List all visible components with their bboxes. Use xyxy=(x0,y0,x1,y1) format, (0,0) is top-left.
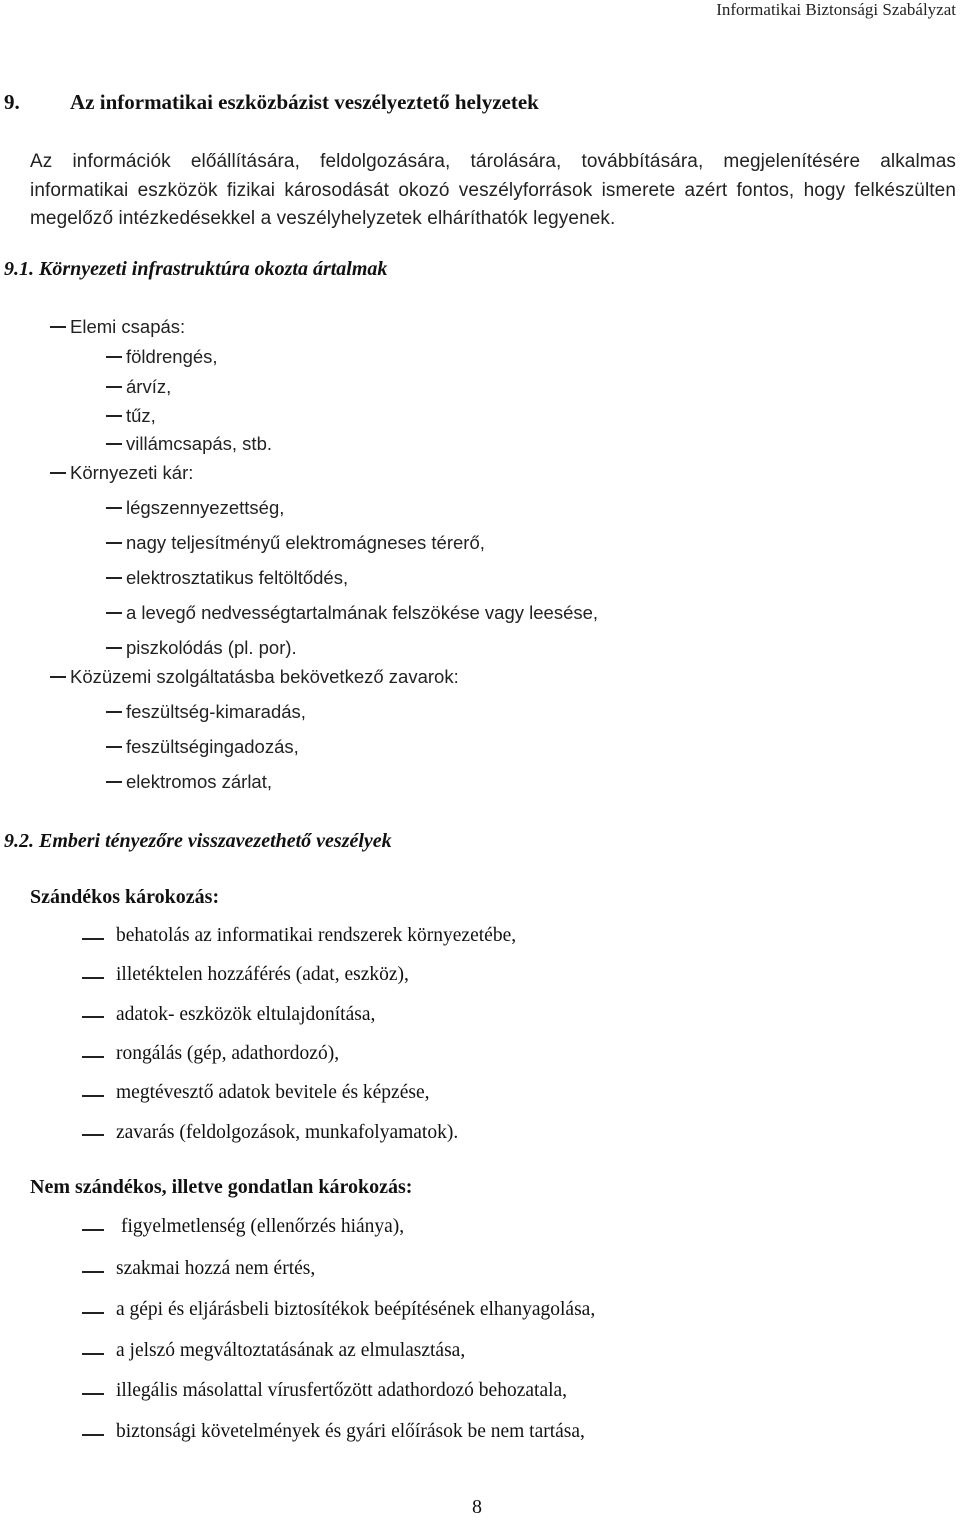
dash-bullet xyxy=(82,1271,104,1273)
list-item: illetéktelen hozzáférés (adat, eszköz), xyxy=(116,964,409,985)
list-item: szakmai hozzá nem értés, xyxy=(116,1258,316,1279)
list-item: piszkolódás (pl. por). xyxy=(106,637,297,659)
list-group-label: Környezeti kár: xyxy=(50,462,193,484)
list-item: illegális másolattal vírusfertőzött adathordozó behozatala, xyxy=(116,1380,568,1401)
list-item: feszültségingadozás, xyxy=(106,736,299,758)
dash-bullet xyxy=(106,386,122,388)
section-number: 9. xyxy=(4,90,20,114)
dash-bullet xyxy=(82,1016,104,1018)
list-item: elektrosztatikus feltöltődés, xyxy=(106,567,348,589)
list-item: feszültség-kimaradás, xyxy=(106,701,306,723)
list-item: elektromos zárlat, xyxy=(106,771,272,793)
list-item: villámcsapás, stb. xyxy=(106,433,272,455)
dash-bullet xyxy=(82,1312,104,1314)
dash-bullet xyxy=(106,746,122,748)
dash-bullet xyxy=(106,443,122,445)
list-item: a jelszó megváltoztatásának az elmulasztása, xyxy=(116,1340,466,1361)
section-title: Az informatikai eszközbázist veszélyeztető helyzetek xyxy=(70,90,539,114)
intentional-heading: Szándékos károkozás: xyxy=(30,886,220,908)
list-group-label: Közüzemi szolgáltatásba bekövetkező zavarok: xyxy=(50,666,459,688)
dash-bullet xyxy=(82,1134,104,1136)
subsection-heading-9-2: 9.2. Emberi tényezőre visszavezethető veszélyek xyxy=(4,830,392,852)
list-item: biztonsági követelmények és gyári előírások be nem tartása, xyxy=(116,1421,585,1442)
page-number: 8 xyxy=(472,1496,482,1518)
dash-bullet xyxy=(106,577,122,579)
unintentional-heading: Nem szándékos, illetve gondatlan károkozás: xyxy=(30,1176,413,1198)
list-item: földrengés, xyxy=(106,346,218,368)
list-item: megtévesztő adatok bevitele és képzése, xyxy=(116,1082,430,1103)
list-item: nagy teljesítményű elektromágneses térerő, xyxy=(106,532,485,554)
list-item: a levegő nedvességtartalmának felszökése vagy leesése, xyxy=(106,602,598,624)
list-item: figyelmetlenség (ellenőrzés hiánya), xyxy=(121,1216,405,1237)
dash-bullet xyxy=(106,781,122,783)
dash-bullet xyxy=(50,326,66,328)
dash-bullet xyxy=(106,612,122,614)
dash-bullet xyxy=(82,1095,104,1097)
list-item: zavarás (feldolgozások, munkafolyamatok). xyxy=(116,1122,459,1143)
dash-bullet xyxy=(106,711,122,713)
intro-paragraph: Az információk előállítására, feldolgozására, tárolására, továbbítására, megjelenítésére alkalmas informatikai eszközök fizikai károsodását okozó veszélyforrások ismerete azért fontos, hogy felkészülten megelőző intézkedésekkel a veszélyhelyzetek elháríthatók legyenek. xyxy=(30,151,956,229)
list-item: a gépi és eljárásbeli biztosítékok beépítésének elhanyagolása, xyxy=(116,1299,596,1320)
dash-bullet xyxy=(82,938,104,940)
dash-bullet xyxy=(82,1229,104,1231)
dash-bullet xyxy=(82,1393,104,1395)
list-item: adatok- eszközök eltulajdonítása, xyxy=(116,1004,376,1025)
list-group-label: Elemi csapás: xyxy=(50,316,185,338)
dash-bullet xyxy=(106,647,122,649)
dash-bullet xyxy=(50,472,66,474)
section-heading xyxy=(4,90,539,115)
list-item: árvíz, xyxy=(106,376,171,398)
dash-bullet xyxy=(50,676,66,678)
dash-bullet xyxy=(106,507,122,509)
dash-bullet xyxy=(82,1353,104,1355)
dash-bullet xyxy=(82,1056,104,1058)
list-item: behatolás az informatikai rendszerek környezetébe, xyxy=(116,925,517,946)
dash-bullet xyxy=(106,356,122,358)
list-item: légszennyezettség, xyxy=(106,497,284,519)
running-header: Informatikai Biztonsági Szabályzat xyxy=(716,0,956,19)
dash-bullet xyxy=(106,542,122,544)
list-item: tűz, xyxy=(106,405,156,427)
dash-bullet xyxy=(82,977,104,979)
dash-bullet xyxy=(106,415,122,417)
list-item: rongálás (gép, adathordozó), xyxy=(116,1043,340,1064)
subsection-heading-9-1: 9.1. Környezeti infrastruktúra okozta ártalmak xyxy=(4,258,388,280)
dash-bullet xyxy=(82,1434,104,1436)
